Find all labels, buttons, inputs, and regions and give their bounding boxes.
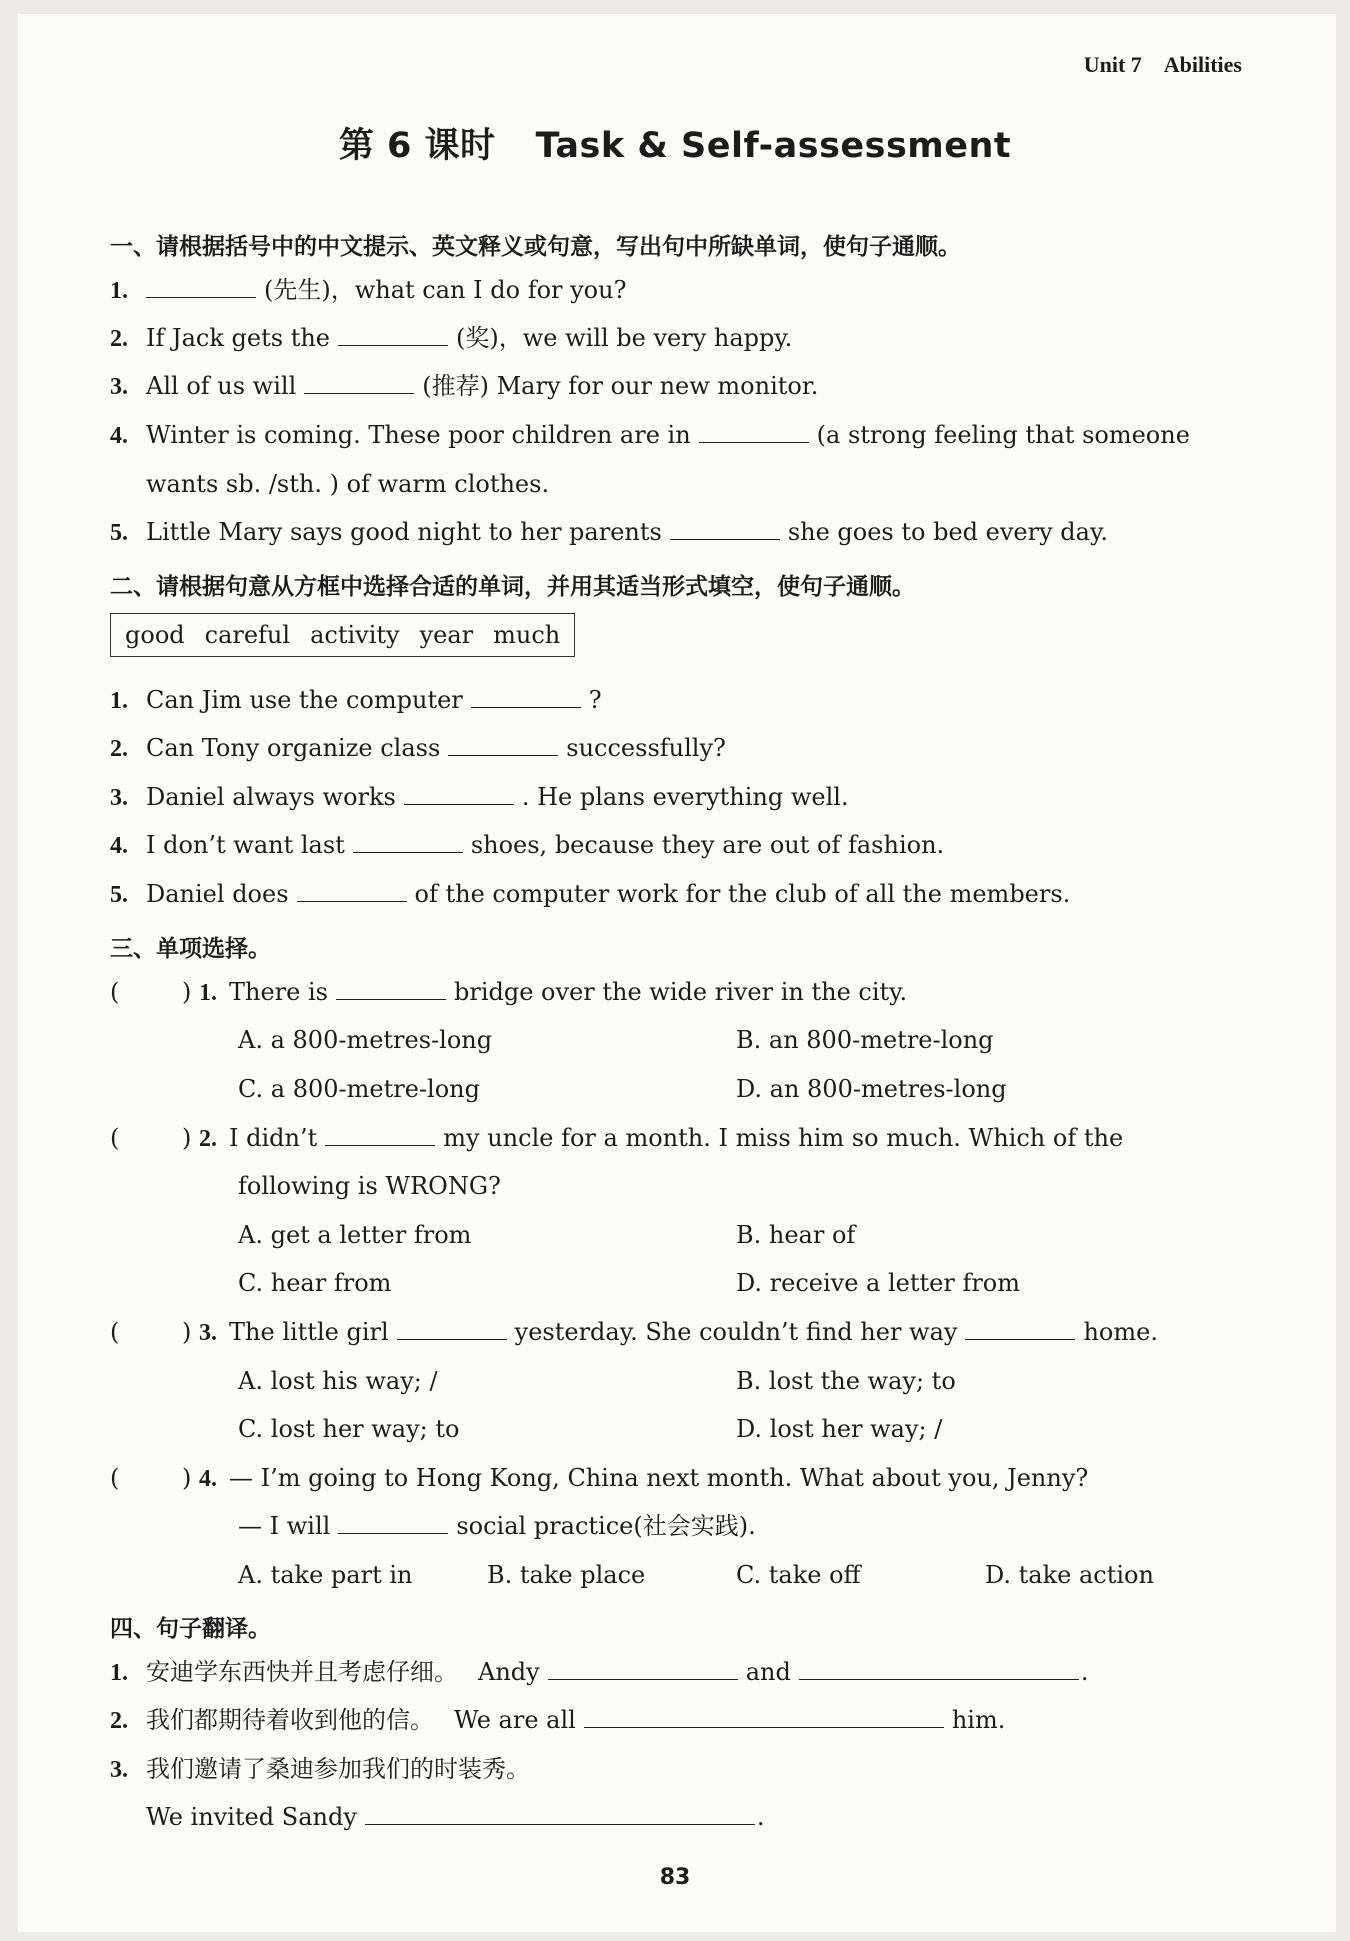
option-a[interactable]: A. lost his way; / xyxy=(238,1367,438,1395)
section1-heading: 一、请根据括号中的中文提示、英文释义或句意，写出句中所缺单词，使句子通顺。 xyxy=(110,234,961,260)
answer-blank[interactable] xyxy=(365,1823,755,1825)
word-option: year xyxy=(419,621,474,649)
answer-blank[interactable] xyxy=(353,851,463,853)
answer-blank xyxy=(338,1532,448,1534)
s1-item-4-cont: wants sb. /sth. ) of warm clothes. xyxy=(146,470,550,498)
option-c[interactable]: C. take off xyxy=(736,1561,861,1589)
answer-blank xyxy=(325,1144,435,1146)
answer-blank[interactable] xyxy=(584,1726,944,1728)
answer-blank[interactable] xyxy=(304,392,414,394)
answer-blank[interactable] xyxy=(297,900,407,902)
answer-paren[interactable]: ( xyxy=(110,1318,120,1346)
option-a[interactable]: A. a 800-metres-long xyxy=(238,1026,493,1054)
option-d[interactable]: D. lost her way; / xyxy=(736,1415,943,1443)
answer-blank[interactable] xyxy=(448,754,558,756)
word-option: much xyxy=(493,621,561,649)
page-number: 83 xyxy=(659,1865,691,1890)
mc-question-1: ( ) 1. There is bridge over the wide river in the city. xyxy=(110,978,908,1006)
word-box xyxy=(110,613,575,657)
s2-item-1: 1. Can Jim use the computer ? xyxy=(110,686,602,714)
answer-blank[interactable] xyxy=(338,344,448,346)
word-option: careful xyxy=(204,621,291,649)
option-d[interactable]: D. receive a letter from xyxy=(736,1269,1021,1297)
answer-blank[interactable] xyxy=(471,706,581,708)
section3-heading: 三、单项选择。 xyxy=(110,936,271,962)
word-option: good xyxy=(125,621,185,649)
option-b[interactable]: B. lost the way; to xyxy=(736,1367,956,1395)
unit-topic: Abilities xyxy=(1163,52,1242,77)
translation-item-2: 2. 我们都期待着收到他的信。 We are all him. xyxy=(110,1706,1006,1734)
section4-heading: 四、句子翻译。 xyxy=(110,1616,271,1642)
answer-blank xyxy=(336,998,446,1000)
answer-blank xyxy=(965,1338,1075,1340)
mc-question-3: ( ) 3. The little girl yesterday. She couldn’t find her way home. xyxy=(110,1318,1158,1346)
option-a[interactable]: A. take part in xyxy=(238,1561,413,1589)
mc-question-2-cont: following is WRONG? xyxy=(238,1172,501,1200)
option-b[interactable]: B. hear of xyxy=(736,1221,856,1249)
option-c[interactable]: C. a 800-metre-long xyxy=(238,1075,480,1103)
answer-blank[interactable] xyxy=(404,803,514,805)
title-cn: 第 6 课时 xyxy=(338,126,496,166)
mc-question-4-cont: — I will social practice(社会实践). xyxy=(238,1512,756,1540)
s2-item-2: 2. Can Tony organize class successfully? xyxy=(110,734,726,762)
answer-blank xyxy=(397,1338,507,1340)
answer-blank[interactable] xyxy=(699,441,809,443)
s1-item-1: 1. (先生)，what can I do for you? xyxy=(110,276,627,304)
unit-label: Unit 7 xyxy=(1083,52,1142,77)
s1-item-3: 3. All of us will (推荐) Mary for our new monitor. xyxy=(110,372,819,400)
answer-paren[interactable]: ( xyxy=(110,1124,120,1152)
option-b[interactable]: B. take place xyxy=(487,1561,646,1589)
s1-item-2: 2. If Jack gets the (奖)，we will be very happy. xyxy=(110,324,793,352)
mc-question-4: ( ) 4. — I’m going to Hong Kong, China next month. What about you, Jenny? xyxy=(110,1464,1089,1492)
word-option: activity xyxy=(310,621,400,649)
translation-item-3-answer: We invited Sandy . xyxy=(146,1803,765,1831)
title-en: Task & Self-assessment xyxy=(535,126,1012,166)
s2-item-4: 4. I don’t want last shoes, because they are out of fashion. xyxy=(110,831,945,859)
translation-item-3: 3. 我们邀请了桑迪参加我们的时装秀。 xyxy=(110,1755,530,1783)
answer-blank[interactable] xyxy=(146,296,256,298)
answer-blank[interactable] xyxy=(799,1678,1079,1680)
running-header xyxy=(1062,52,1242,78)
page-title xyxy=(0,118,1350,168)
s1-item-5: 5. Little Mary says good night to her parents she goes to bed every day. xyxy=(110,518,1108,546)
option-c[interactable]: C. hear from xyxy=(238,1269,392,1297)
mc-question-2: ( ) 2. I didn’t my uncle for a month. I miss him so much. Which of the xyxy=(110,1124,1124,1152)
translation-item-1: 1. 安迪学东西快并且考虑仔细。 Andy and . xyxy=(110,1658,1089,1686)
answer-blank[interactable] xyxy=(670,538,780,540)
option-c[interactable]: C. lost her way; to xyxy=(238,1415,460,1443)
s1-item-4: 4. Winter is coming. These poor children are in (a strong feeling that someone xyxy=(110,421,1190,449)
option-a[interactable]: A. get a letter from xyxy=(238,1221,472,1249)
s2-item-5: 5. Daniel does of the computer work for the club of all the members. xyxy=(110,880,1071,908)
s2-item-3: 3. Daniel always works . He plans everything well. xyxy=(110,783,849,811)
option-d[interactable]: D. take action xyxy=(985,1561,1154,1589)
answer-paren[interactable]: ( xyxy=(110,1464,120,1492)
answer-paren[interactable]: ( xyxy=(110,978,120,1006)
option-b[interactable]: B. an 800-metre-long xyxy=(736,1026,994,1054)
section2-heading: 二、请根据句意从方框中选择合适的单词，并用其适当形式填空，使句子通顺。 xyxy=(110,574,915,600)
option-d[interactable]: D. an 800-metres-long xyxy=(736,1075,1007,1103)
answer-blank[interactable] xyxy=(548,1678,738,1680)
